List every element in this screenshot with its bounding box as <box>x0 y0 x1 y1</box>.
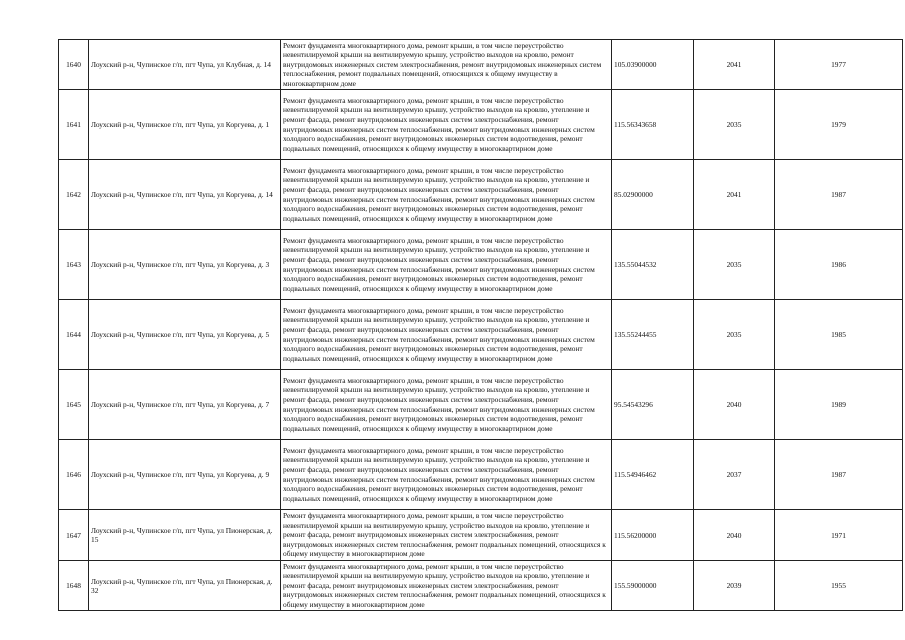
table-row <box>59 440 903 510</box>
address-cell: Лоухский р-н, Чупинское г/п, пгт Чупа, ул Коргуева, д. 9 <box>89 440 281 510</box>
built-year-cell: 1979 <box>775 90 903 160</box>
address-cell: Лоухский р-н, Чупинское г/п, пгт Чупа, ул Пионерская, д. 32 <box>89 561 281 611</box>
table-row <box>59 160 903 230</box>
table-row <box>59 510 903 561</box>
planned-year-cell: 2037 <box>694 440 775 510</box>
built-year-cell: 1989 <box>775 370 903 440</box>
register-table-body <box>59 40 903 611</box>
built-year-cell: 1985 <box>775 300 903 370</box>
table-row <box>59 230 903 300</box>
address-cell: Лоухский р-н, Чупинское г/п, пгт Чупа, ул Коргуева, д. 14 <box>89 160 281 230</box>
address-cell: Лоухский р-н, Чупинское г/п, пгт Чупа, ул Коргуева, д. 7 <box>89 370 281 440</box>
works-cell: Ремонт фундамента многоквартирного дома, ремонт крыши, в том числе переустройство невентилируемой крыши на вентилируемую крышу, устройство выходов на кровлю, ремонт внутридомовых инженерных систем электроснабжения, ремонт внутридомовых инженерных систем теплоснабжения, ремонт подвальных помещений, относящихся к общему имуществу в многоквартирном доме <box>281 40 612 90</box>
works-cell: Ремонт фундамента многоквартирного дома, ремонт крыши, в том числе переустройство невентилируемой крыши на вентилируемую крышу, устройство выходов на кровлю, утепление и ремонт фасада, ремонт внутридомовых инженерных систем электроснабжения, ремонт внутридомовых инженерных систем теплоснабжения, ремонт внутридомовых инженерных систем холодного водоснабжения, ремонт внутридомовых инженерных систем водоотведения, ремонт подвальных помещений, относящихся к общему имуществу в многоквартирном доме <box>281 90 612 160</box>
value-cell: 135.55244455 <box>612 300 694 370</box>
value-cell: 155.59000000 <box>612 561 694 611</box>
works-cell: Ремонт фундамента многоквартирного дома, ремонт крыши, в том числе переустройство невентилируемой крыши на вентилируемую крышу, устройство выходов на кровлю, утепление и ремонт фасада, ремонт внутридомовых инженерных систем электроснабжения, ремонт внутридомовых инженерных систем теплоснабжения, ремонт внутридомовых инженерных систем холодного водоснабжения, ремонт внутридомовых инженерных систем водоотведения, ремонт подвальных помещений, относящихся к общему имуществу в многоквартирном доме <box>281 370 612 440</box>
address-cell: Лоухский р-н, Чупинское г/п, пгт Чупа, ул Клубная, д. 14 <box>89 40 281 90</box>
table-row <box>59 300 903 370</box>
table-row <box>59 561 903 611</box>
table-row <box>59 370 903 440</box>
row-number: 1644 <box>59 300 89 370</box>
built-year-cell: 1977 <box>775 40 903 90</box>
row-number: 1647 <box>59 510 89 561</box>
address-cell: Лоухский р-н, Чупинское г/п, пгт Чупа, ул Коргуева, д. 1 <box>89 90 281 160</box>
planned-year-cell: 2040 <box>694 370 775 440</box>
works-cell: Ремонт фундамента многоквартирного дома, ремонт крыши, в том числе переустройство невентилируемой крыши на вентилируемую крышу, устройство выходов на кровлю, утепление и ремонт фасада, ремонт внутридомовых инженерных систем электроснабжения, ремонт внутридомовых инженерных систем теплоснабжения, ремонт внутридомовых инженерных систем холодного водоснабжения, ремонт внутридомовых инженерных систем водоотведения, ремонт подвальных помещений, относящихся к общему имуществу в многоквартирном доме <box>281 440 612 510</box>
value-cell: 95.54543296 <box>612 370 694 440</box>
planned-year-cell: 2039 <box>694 561 775 611</box>
address-cell: Лоухский р-н, Чупинское г/п, пгт Чупа, ул Коргуева, д. 3 <box>89 230 281 300</box>
built-year-cell: 1971 <box>775 510 903 561</box>
planned-year-cell: 2041 <box>694 40 775 90</box>
row-number: 1641 <box>59 90 89 160</box>
value-cell: 85.02900000 <box>612 160 694 230</box>
works-cell: Ремонт фундамента многоквартирного дома, ремонт крыши, в том числе переустройство невентилируемой крыши на вентилируемую крышу, устройство выходов на кровлю, утепление и ремонт фасада, ремонт внутридомовых инженерных систем электроснабжения, ремонт внутридомовых инженерных систем теплоснабжения, ремонт подвальных помещений, относящихся к общему имуществу в многоквартирном доме <box>281 561 612 611</box>
row-number: 1643 <box>59 230 89 300</box>
value-cell: 115.56200000 <box>612 510 694 561</box>
value-cell: 115.54946462 <box>612 440 694 510</box>
planned-year-cell: 2035 <box>694 300 775 370</box>
row-number: 1642 <box>59 160 89 230</box>
works-cell: Ремонт фундамента многоквартирного дома, ремонт крыши, в том числе переустройство невентилируемой крыши на вентилируемую крышу, устройство выходов на кровлю, утепление и ремонт фасада, ремонт внутридомовых инженерных систем электроснабжения, ремонт внутридомовых инженерных систем теплоснабжения, ремонт подвальных помещений, относящихся к общему имуществу в многоквартирном доме <box>281 510 612 561</box>
planned-year-cell: 2040 <box>694 510 775 561</box>
value-cell: 135.55044532 <box>612 230 694 300</box>
works-cell: Ремонт фундамента многоквартирного дома, ремонт крыши, в том числе переустройство невентилируемой крыши на вентилируемую крышу, устройство выходов на кровлю, утепление и ремонт фасада, ремонт внутридомовых инженерных систем электроснабжения, ремонт внутридомовых инженерных систем теплоснабжения, ремонт внутридомовых инженерных систем холодного водоснабжения, ремонт внутридомовых инженерных систем водоотведения, ремонт подвальных помещений, относящихся к общему имуществу в многоквартирном доме <box>281 300 612 370</box>
built-year-cell: 1987 <box>775 160 903 230</box>
built-year-cell: 1987 <box>775 440 903 510</box>
table-row <box>59 90 903 160</box>
built-year-cell: 1955 <box>775 561 903 611</box>
register-table <box>58 39 903 611</box>
address-cell: Лоухский р-н, Чупинское г/п, пгт Чупа, ул Коргуева, д. 5 <box>89 300 281 370</box>
value-cell: 105.03900000 <box>612 40 694 90</box>
table-row <box>59 40 903 90</box>
value-cell: 115.56343658 <box>612 90 694 160</box>
works-cell: Ремонт фундамента многоквартирного дома, ремонт крыши, в том числе переустройство невентилируемой крыши на вентилируемую крышу, устройство выходов на кровлю, утепление и ремонт фасада, ремонт внутридомовых инженерных систем электроснабжения, ремонт внутридомовых инженерных систем теплоснабжения, ремонт внутридомовых инженерных систем холодного водоснабжения, ремонт внутридомовых инженерных систем водоотведения, ремонт подвальных помещений, относящихся к общему имуществу в многоквартирном доме <box>281 230 612 300</box>
built-year-cell: 1986 <box>775 230 903 300</box>
planned-year-cell: 2035 <box>694 230 775 300</box>
row-number: 1648 <box>59 561 89 611</box>
row-number: 1646 <box>59 440 89 510</box>
row-number: 1645 <box>59 370 89 440</box>
works-cell: Ремонт фундамента многоквартирного дома, ремонт крыши, в том числе переустройство невентилируемой крыши на вентилируемую крышу, устройство выходов на кровлю, утепление и ремонт фасада, ремонт внутридомовых инженерных систем электроснабжения, ремонт внутридомовых инженерных систем теплоснабжения, ремонт внутридомовых инженерных систем холодного водоснабжения, ремонт внутридомовых инженерных систем водоотведения, ремонт подвальных помещений, относящихся к общему имуществу в многоквартирном доме <box>281 160 612 230</box>
address-cell: Лоухский р-н, Чупинское г/п, пгт Чупа, ул Пионерская, д. 15 <box>89 510 281 561</box>
row-number: 1640 <box>59 40 89 90</box>
planned-year-cell: 2041 <box>694 160 775 230</box>
planned-year-cell: 2035 <box>694 90 775 160</box>
